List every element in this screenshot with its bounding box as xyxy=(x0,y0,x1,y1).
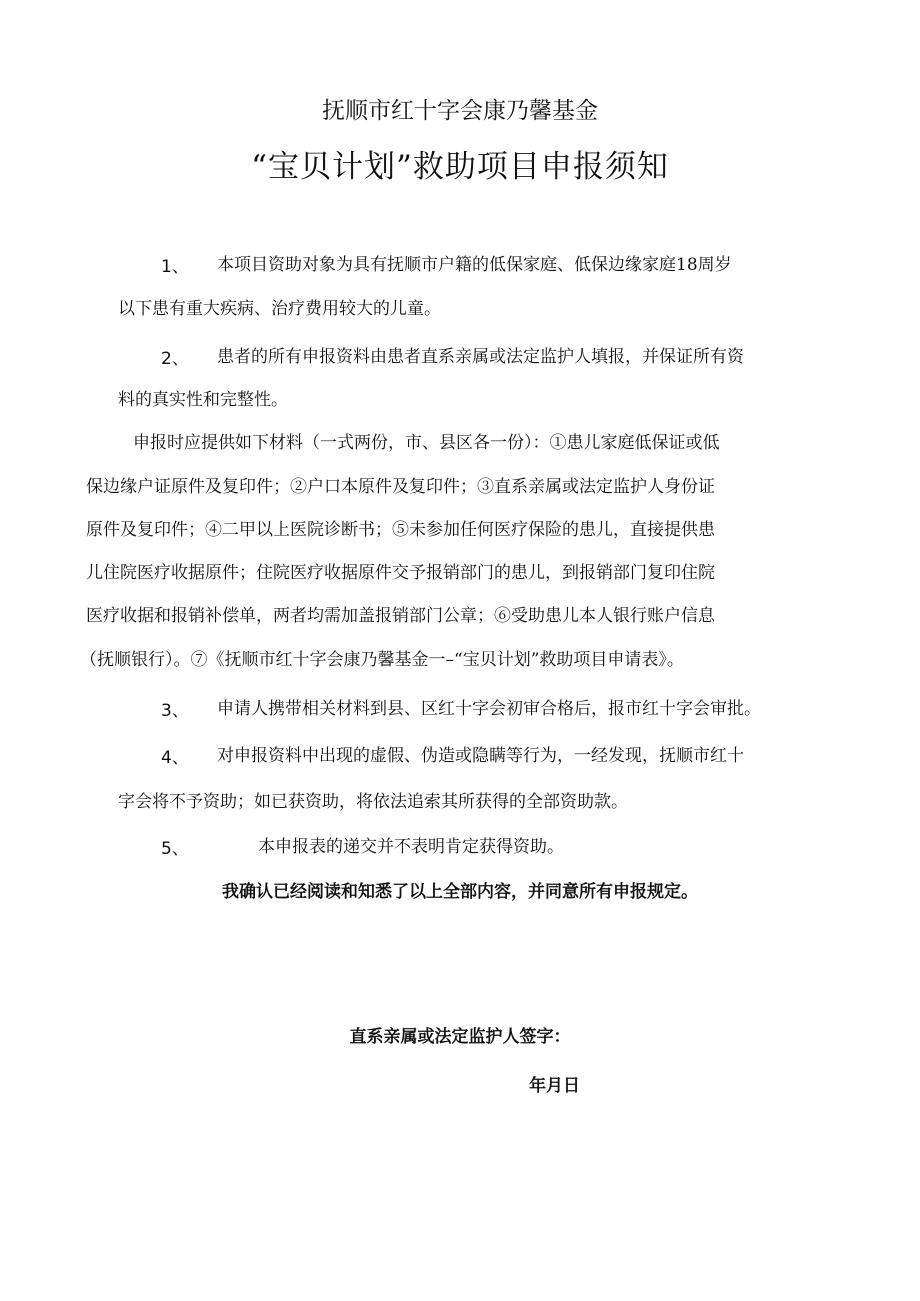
signature-label: 直系亲属或法定监护人签字： xyxy=(349,1027,571,1047)
item-1-line2: 以下患有重大疾病、治疗费用较大的儿童。 xyxy=(118,299,441,319)
item-2-line1: 患者的所有申报资料由患者直系亲属或法定监护人填报，并保证所有资 xyxy=(217,347,744,367)
document-title-line2: “宝贝计划”救助项目申报须知 xyxy=(251,149,669,185)
document-title-line1: 抚顺市红十字会康乃馨基金 xyxy=(322,98,598,124)
item-5-number: 5、 xyxy=(161,839,189,859)
materials-line3: 原件及复印件；④二甲以上医院诊断书；⑤未参加任何医疗保险的患儿，直接提供患 xyxy=(86,520,715,540)
item-2-number: 2、 xyxy=(161,349,189,369)
item-3-line1: 申请人携带相关材料到县、区红十字会初审合格后，报市红十字会审批。 xyxy=(217,699,761,719)
item-3-number: 3、 xyxy=(161,701,189,721)
confirmation-statement: 我确认已经阅读和知悉了以上全部内容，并同意所有申报规定。 xyxy=(222,882,698,902)
item-4-line1: 对申报资料中出现的虚假、伪造或隐瞒等行为，一经发现，抚顺市红十 xyxy=(217,746,744,766)
materials-line5: 医疗收据和报销补偿单，两者均需加盖报销部门公章；⑥受助患儿本人银行账户信息 xyxy=(86,606,715,626)
item-1-number: 1、 xyxy=(161,257,189,277)
item-4-line2: 字会将不予资助；如已获资助，将依法追索其所获得的全部资助款。 xyxy=(118,792,628,812)
date-label: 年月日 xyxy=(529,1076,580,1096)
materials-line4: 儿住院医疗收据原件；住院医疗收据原件交予报销部门的患儿，到报销部门复印住院 xyxy=(86,563,715,583)
materials-line6: （抚顺银行）。⑦《抚顺市红十字会康乃馨基金一–“宝贝计划”救助项目申请表》。 xyxy=(80,650,684,670)
item-4-number: 4、 xyxy=(161,748,189,768)
item-2-line2: 料的真实性和完整性。 xyxy=(118,390,288,410)
item-1-line1: 本项目资助对象为具有抚顺市户籍的低保家庭、低保边缘家庭18周岁 xyxy=(217,255,732,275)
materials-line1: 申报时应提供如下材料（一式两份，市、县区各一份）：①患儿家庭低保证或低 xyxy=(133,433,720,453)
materials-line2: 保边缘户证原件及复印件；②户口本原件及复印件；③直系亲属或法定监护人身份证 xyxy=(86,477,715,497)
item-5-line1: 本申报表的递交并不表明肯定获得资助。 xyxy=(258,837,564,857)
